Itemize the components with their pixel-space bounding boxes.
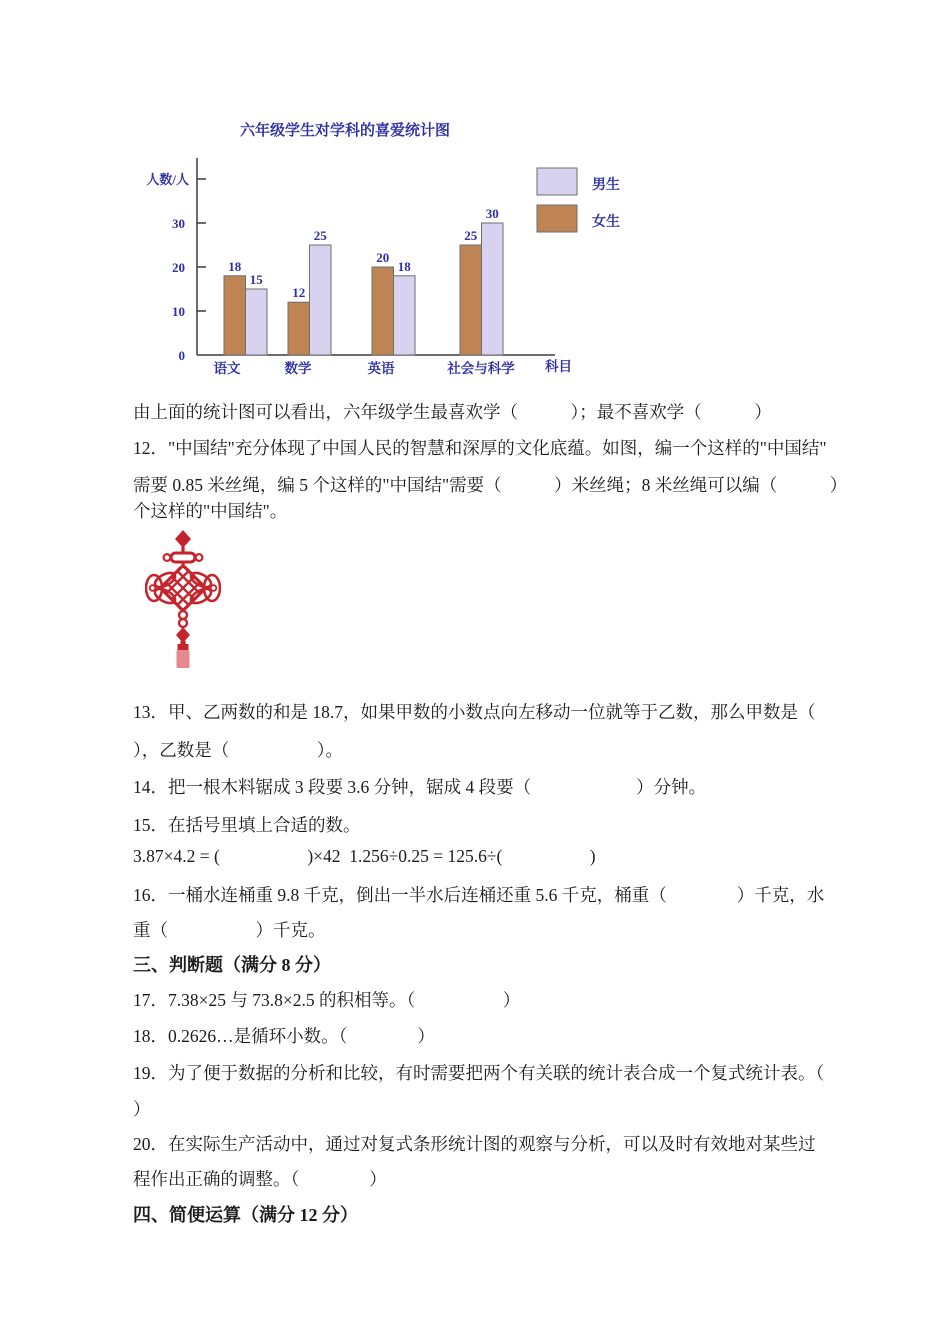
bar-value-label: 12 [292,285,306,301]
category-label: 社会与科学 [447,361,515,376]
legend-swatch-女生 [537,205,577,232]
chinese-knot-image [145,528,221,668]
text-line: ） [133,1099,151,1119]
legend-label: 女生 [592,215,620,230]
bar-女生-语文 [224,276,246,355]
y-axis-label: 人数/人 [146,172,189,187]
text-line: 3.87×4.2 = ( )×42 1.256÷0.25 = 125.6÷( ) [133,846,596,866]
bar-value-label: 15 [249,272,263,287]
bar-女生-数学 [288,302,310,355]
category-label: 语文 [213,361,241,376]
text-line: 需要 0.85 米丝绳，编 5 个这样的"中国结"需要（ ）米丝绳；8 米丝绳可以编（ ） [133,475,848,495]
text-line: 14．把一根木料锯成 3 段要 3.6 分钟，锯成 4 段要（ ）分钟。 [133,777,707,797]
text-line: 20．在实际生产活动中，通过对复式条形统计图的观察与分析，可以及时有效地对某些过 [133,1134,816,1154]
bar-男生-社会与科学 [482,223,504,355]
legend-label: 男生 [592,178,620,193]
y-tick-label: 30 [172,216,185,231]
knot-bead [176,627,190,643]
bar-女生-英语 [372,267,394,355]
bar-value-label: 25 [313,228,327,243]
bar-value-label: 18 [397,258,411,274]
bar-chart [140,105,660,395]
text-line: 15．在括号里填上合适的数。 [133,815,361,835]
section-heading: 三、判断题（满分 8 分） [133,955,331,975]
bar-女生-社会与科学 [460,245,482,355]
text-line: 由上面的统计图可以看出，六年级学生最喜欢学（ ）；最不喜欢学（ ） [133,402,772,422]
y-tick-label: 0 [178,348,185,363]
category-label: 数学 [284,361,312,376]
y-tick-label: 10 [172,304,185,319]
chart-title: 六年级学生对学科的喜爱统计图 [239,123,451,139]
text-line: 个这样的"中国结"。 [133,501,288,521]
text-line: 重（ ）千克。 [133,920,326,940]
text-line: 16．一桶水连桶重 9.8 千克，倒出一半水后连桶还重 5.6 千克，桶重（ ）千克，水 [133,885,825,905]
bar-男生-英语 [394,276,416,355]
bar-男生-数学 [310,245,332,355]
tassel [177,650,190,668]
knot-top-diamond [175,530,191,548]
x-axis-label: 科目 [545,359,572,374]
bar-value-label: 18 [228,258,242,274]
text-line: 19．为了便于数据的分析和比较，有时需要把两个有关联的统计表合成一个复式统计表。（ [133,1063,825,1083]
section-heading: 四、简便运算（满分 12 分） [133,1205,358,1225]
category-label: 英语 [367,361,395,376]
bar-value-label: 20 [376,250,390,265]
text-line: ），乙数是（ ）。 [133,740,343,760]
legend-swatch-男生 [537,168,577,195]
text-line: 12．"中国结"充分体现了中国人民的智慧和深厚的文化底蕴。如图，编一个这样的"中国结" [133,438,827,458]
text-line: 13．甲、乙两数的和是 18.7，如果甲数的小数点向左移动一位就等于乙数，那么甲数是（ [133,702,816,722]
tassel-band [178,644,189,650]
y-tick-label: 20 [172,260,185,275]
text-line: 程作出正确的调整。（ ） [133,1169,387,1189]
bar-value-label: 25 [464,228,478,243]
text-line: 17．7.38×25 与 73.8×2.5 的积相等。（ ） [133,990,521,1010]
text-line: 18．0.2626…是循环小数。（ ） [133,1026,435,1046]
bar-value-label: 30 [485,206,499,221]
bar-男生-语文 [246,289,268,355]
